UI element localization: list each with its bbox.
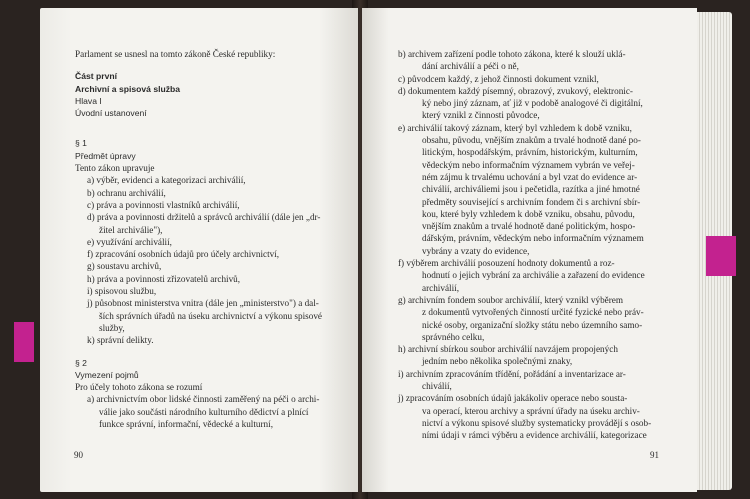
text-line: chiválií, — [422, 381, 452, 392]
text-line: vnějším znakům a trvalé hodnotě dané politickým, hospo- — [422, 221, 636, 232]
list-item: i) spisovou službu, — [87, 286, 157, 297]
text-line: který vznikl z činnosti původce, — [422, 110, 540, 121]
right-page-text — [398, 48, 660, 442]
text-line: vědeckým nebo informačním významem vybrán ve veřej- — [422, 159, 635, 170]
left-page-number: 90 — [74, 450, 83, 460]
text-line: va operací, kterou archivy a správní úřady na úseku archiv- — [422, 405, 640, 416]
text-line: ký nebo jiný záznam, ať již v podobě analogové či digitální, — [422, 98, 643, 109]
list-item: d) práva a povinnosti držitelů a správců archiválií (dále jen „dr- — [87, 212, 321, 223]
text-line: litickým, hospodářským, právním, historickým, kulturním, — [422, 147, 638, 158]
list-item: žitel archiválie"), — [99, 224, 163, 235]
text-line: hodnutí o jejich vybrání za archiválie a zařazení do evidence — [422, 270, 645, 281]
text-line: h) archivní sbírkou soubor archiválií navzájem propojených — [398, 344, 618, 355]
list-item: k) správní delikty. — [87, 335, 154, 346]
list-item: a) archivnictvím obor lidské činnosti zaměřený na péči o archi- — [87, 394, 320, 405]
text-line: chiválií, archiváliemi jsou i pečetidla, razítka a jiné hmotné — [422, 184, 640, 195]
text-line: jedním nebo několika společnými znaky, — [422, 356, 573, 367]
text-line: i) archivním zpracováním třídění, pořádání a inventarizace ar- — [398, 368, 626, 379]
text-line: nictví a výkonu spisové služby systematicky provádějí s osob- — [422, 417, 652, 428]
text-line: nické osoby, organizační složky státu nebo územního samo- — [422, 319, 643, 330]
text-line: b) archivem zařízení podle tohoto zákona, které k slouží uklá- — [398, 49, 626, 59]
left-page-text — [75, 48, 343, 430]
bookmark-tab-right — [706, 236, 736, 276]
list-item: f) zpracování osobních údajů pro účely archivnictví, — [87, 249, 280, 260]
text-line: c) původcem každý, z jehož činnosti dokument vznikl, — [398, 73, 599, 84]
text-line: e) archiválií takový záznam, který byl vzhledem k době vzniku, — [398, 122, 632, 133]
text-line: kou, které byly vzhledem k době vzniku, obsahu, původu, — [422, 208, 635, 219]
text-line: j) zpracováním osobních údajů jakákoliv operace nebo sousta- — [398, 393, 628, 404]
head-title: Úvodní ustanovení — [75, 108, 147, 119]
text-line: f) výběrem archiválií posouzení hodnoty dokumentů a roz- — [398, 258, 615, 269]
section-1-title: Předmět úpravy — [75, 150, 136, 161]
section-2-list — [75, 393, 343, 430]
bookmark-tab-left — [14, 322, 34, 362]
text-line: ném zájmu k trvalému uchování a byl vzat do evidence ar- — [422, 171, 638, 182]
text-line: správného celku, — [422, 331, 485, 342]
section-1-list — [75, 174, 343, 346]
text-line: ními údaji v rámci výběru a evidence archiválií, kategorizace — [422, 430, 647, 441]
section-1-lead: Tento zákon upravuje — [75, 163, 155, 174]
section-2-title: Vymezení pojmů — [75, 369, 139, 380]
list-item: g) soustavu archivů, — [87, 261, 162, 272]
text-line: vybrány a vzaty do evidence, — [422, 245, 530, 256]
text-line: dání archiválií a péči o ně, — [422, 61, 519, 72]
list-item: funkce správní, informační, vědecké a kulturní, — [99, 419, 273, 430]
list-item: e) využívání archiválií, — [87, 236, 172, 247]
text-line: z dokumentů vytvořených činností určité fyzické nebo práv- — [422, 307, 644, 318]
section-2-lead: Pro účely tohoto zákona se rozumí — [75, 382, 203, 393]
head-heading: Hlava I — [75, 95, 102, 106]
text-line: archiválií, — [422, 282, 459, 293]
part-title: Archivní a spisová služba — [75, 83, 181, 94]
part-heading: Část první — [75, 71, 118, 82]
list-item: b) ochranu archiválií, — [87, 187, 166, 198]
text-line: g) archivním fondem soubor archiválií, který vznikl výběrem — [398, 294, 624, 305]
intro-line: Parlament se usnesl na tomto zákoně České republiky: — [75, 49, 276, 59]
section-1-number: § 1 — [75, 138, 87, 149]
section-2-number: § 2 — [75, 357, 87, 368]
list-item: ších správních úřadů na úseku archivnictví a výkonu spisové — [99, 310, 322, 321]
list-item: h) práva a povinnosti zřizovatelů archivů, — [87, 273, 241, 284]
right-page-number: 91 — [650, 450, 659, 460]
text-line: předměty související s archivním fondem či s archivní sbír- — [422, 196, 641, 207]
list-item: služby, — [99, 322, 125, 333]
text-line: d) dokumentem každý písemný, obrazový, zvukový, elektronic- — [398, 85, 633, 96]
list-item: c) práva a povinnosti vlastníků archiválií, — [87, 199, 240, 210]
text-line: obsahu, původu, vnějším znakům a trvalé hodnotě dané po- — [422, 135, 641, 146]
list-item: a) výběr, evidenci a kategorizaci archiválií, — [87, 175, 246, 186]
list-item: j) působnost ministerstva vnitra (dále jen „ministerstvo") a dal- — [87, 298, 319, 309]
text-line: dářským, právním, vědeckým nebo informačním významem — [422, 233, 644, 244]
list-item: válie jako součásti národního kulturního dědictví a plnící — [99, 406, 309, 417]
